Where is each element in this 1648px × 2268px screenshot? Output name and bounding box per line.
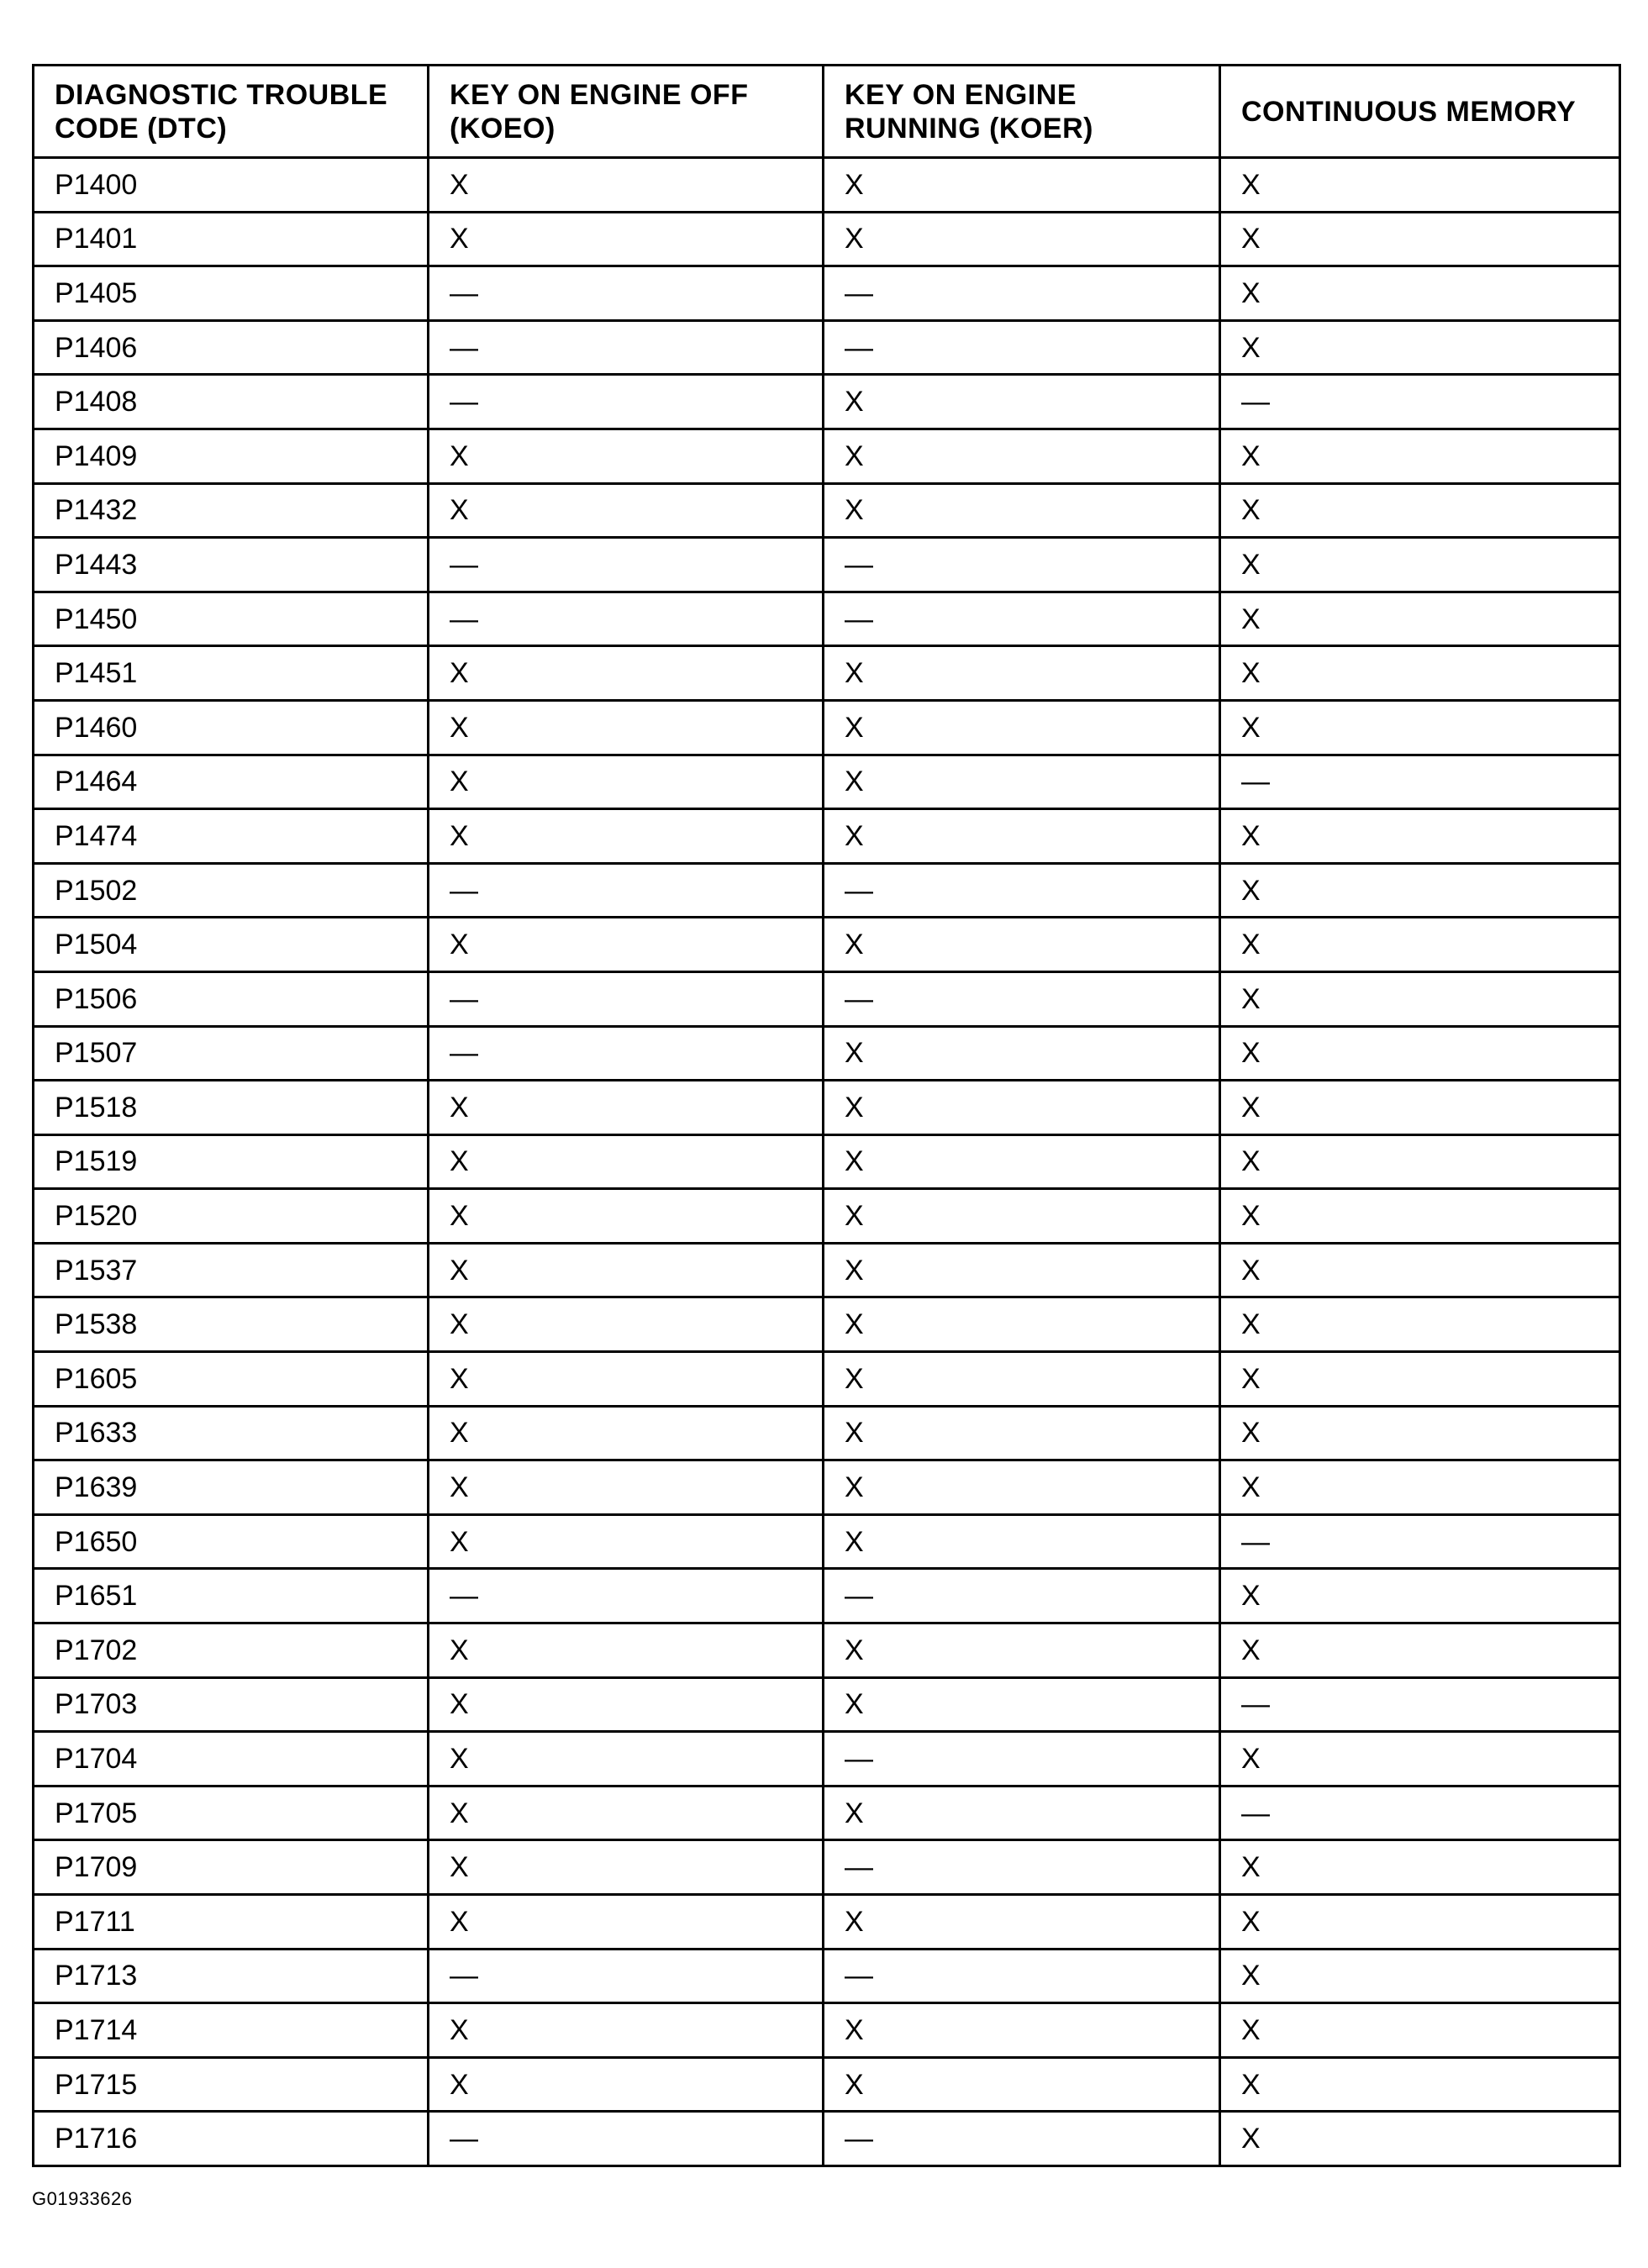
table-row <box>34 1026 1620 1081</box>
cell-continuous-memory: X <box>1220 1895 1620 1950</box>
cell-koer: X <box>824 429 1220 483</box>
cell-dtc-code: P1704 <box>34 1732 429 1787</box>
cell-koeo: X <box>429 1732 824 1787</box>
cell-koeo: X <box>429 483 824 538</box>
table-row <box>34 266 1620 321</box>
table-row <box>34 483 1620 538</box>
cell-koer: X <box>824 158 1220 213</box>
cell-continuous-memory: X <box>1220 971 1620 1026</box>
cell-koer: X <box>824 918 1220 972</box>
cell-koeo: X <box>429 1081 824 1135</box>
table-body <box>34 158 1620 2166</box>
cell-koeo: — <box>429 2112 824 2166</box>
cell-dtc-code: P1709 <box>34 1840 429 1895</box>
cell-continuous-memory: X <box>1220 918 1620 972</box>
cell-koeo: — <box>429 592 824 646</box>
table-header-row <box>34 66 1620 158</box>
cell-dtc-code: P1650 <box>34 1514 429 1569</box>
table-row <box>34 1623 1620 1678</box>
cell-koeo: X <box>429 1243 824 1297</box>
cell-koeo: X <box>429 212 824 266</box>
cell-koeo: X <box>429 755 824 809</box>
cell-dtc-code: P1605 <box>34 1352 429 1407</box>
cell-koer: X <box>824 1460 1220 1515</box>
cell-dtc-code: P1408 <box>34 375 429 429</box>
cell-continuous-memory: X <box>1220 538 1620 592</box>
cell-continuous-memory: X <box>1220 1297 1620 1352</box>
cell-dtc-code: P1502 <box>34 863 429 918</box>
cell-continuous-memory: X <box>1220 429 1620 483</box>
cell-continuous-memory: X <box>1220 2112 1620 2166</box>
cell-dtc-code: P1409 <box>34 429 429 483</box>
cell-koer: X <box>824 809 1220 864</box>
cell-dtc-code: P1716 <box>34 2112 429 2166</box>
cell-dtc-code: P1705 <box>34 1786 429 1840</box>
cell-koeo: — <box>429 266 824 321</box>
table-row <box>34 1786 1620 1840</box>
cell-continuous-memory: X <box>1220 158 1620 213</box>
cell-koeo: X <box>429 429 824 483</box>
cell-dtc-code: P1400 <box>34 158 429 213</box>
table-row <box>34 1840 1620 1895</box>
cell-dtc-code: P1520 <box>34 1189 429 1244</box>
cell-continuous-memory: X <box>1220 809 1620 864</box>
cell-continuous-memory: — <box>1220 1786 1620 1840</box>
header-continuous-memory: CONTINUOUS MEMORY <box>1220 66 1620 158</box>
cell-dtc-code: P1518 <box>34 1081 429 1135</box>
cell-continuous-memory: X <box>1220 1189 1620 1244</box>
cell-koer: — <box>824 863 1220 918</box>
cell-dtc-code: P1633 <box>34 1406 429 1460</box>
cell-koeo: X <box>429 2003 824 2058</box>
cell-koeo: — <box>429 1026 824 1081</box>
table-row <box>34 158 1620 213</box>
cell-koer: — <box>824 592 1220 646</box>
cell-koeo: X <box>429 1460 824 1515</box>
cell-koer: — <box>824 1949 1220 2003</box>
cell-continuous-memory: X <box>1220 1732 1620 1787</box>
cell-koer: X <box>824 1514 1220 1569</box>
cell-koeo: X <box>429 809 824 864</box>
cell-koer: X <box>824 2057 1220 2112</box>
table-row <box>34 700 1620 755</box>
table-row <box>34 1352 1620 1407</box>
cell-continuous-memory: X <box>1220 592 1620 646</box>
cell-continuous-memory: X <box>1220 1134 1620 1189</box>
cell-koer: X <box>824 1189 1220 1244</box>
cell-koer: X <box>824 1406 1220 1460</box>
cell-continuous-memory: X <box>1220 266 1620 321</box>
table-row <box>34 538 1620 592</box>
header-dtc: DIAGNOSTIC TROUBLE CODE (DTC) <box>34 66 429 158</box>
figure-id: G01933626 <box>32 2188 133 2209</box>
table-row <box>34 863 1620 918</box>
cell-continuous-memory: X <box>1220 2057 1620 2112</box>
cell-dtc-code: P1538 <box>34 1297 429 1352</box>
table-row <box>34 809 1620 864</box>
cell-continuous-memory: X <box>1220 1026 1620 1081</box>
header-koer: KEY ON ENGINE RUNNING (KOER) <box>824 66 1220 158</box>
cell-continuous-memory: X <box>1220 700 1620 755</box>
table-row <box>34 1949 1620 2003</box>
header-koeo: KEY ON ENGINE OFF (KOEO) <box>429 66 824 158</box>
cell-koer: — <box>824 1569 1220 1623</box>
cell-dtc-code: P1504 <box>34 918 429 972</box>
cell-dtc-code: P1450 <box>34 592 429 646</box>
cell-koeo: X <box>429 1189 824 1244</box>
table-row <box>34 971 1620 1026</box>
cell-koeo: X <box>429 700 824 755</box>
cell-dtc-code: P1651 <box>34 1569 429 1623</box>
cell-dtc-code: P1506 <box>34 971 429 1026</box>
cell-koeo: — <box>429 1949 824 2003</box>
table-row <box>34 2003 1620 2058</box>
cell-koer: — <box>824 2112 1220 2166</box>
cell-koer: X <box>824 1297 1220 1352</box>
table-row <box>34 1081 1620 1135</box>
table-row <box>34 429 1620 483</box>
cell-koer: — <box>824 1840 1220 1895</box>
cell-continuous-memory: X <box>1220 1569 1620 1623</box>
table-row <box>34 320 1620 375</box>
cell-koeo: X <box>429 1406 824 1460</box>
cell-dtc-code: P1703 <box>34 1677 429 1732</box>
cell-dtc-code: P1460 <box>34 700 429 755</box>
cell-continuous-memory: X <box>1220 1081 1620 1135</box>
cell-koeo: — <box>429 538 824 592</box>
cell-dtc-code: P1713 <box>34 1949 429 2003</box>
cell-koeo: X <box>429 918 824 972</box>
table-row <box>34 1677 1620 1732</box>
cell-continuous-memory: X <box>1220 320 1620 375</box>
cell-koer: X <box>824 1081 1220 1135</box>
cell-koeo: X <box>429 1677 824 1732</box>
cell-koeo: X <box>429 158 824 213</box>
cell-koeo: X <box>429 1840 824 1895</box>
cell-dtc-code: P1451 <box>34 646 429 701</box>
cell-koer: X <box>824 2003 1220 2058</box>
table-row <box>34 918 1620 972</box>
cell-koeo: X <box>429 1514 824 1569</box>
cell-dtc-code: P1474 <box>34 809 429 864</box>
cell-koer: — <box>824 320 1220 375</box>
cell-koeo: X <box>429 1134 824 1189</box>
cell-dtc-code: P1406 <box>34 320 429 375</box>
cell-koeo: X <box>429 1786 824 1840</box>
cell-dtc-code: P1432 <box>34 483 429 538</box>
cell-continuous-memory: X <box>1220 1406 1620 1460</box>
cell-continuous-memory: X <box>1220 2003 1620 2058</box>
cell-dtc-code: P1464 <box>34 755 429 809</box>
table-row <box>34 1460 1620 1515</box>
cell-koer: X <box>824 1895 1220 1950</box>
cell-koer: X <box>824 375 1220 429</box>
table-row <box>34 1514 1620 1569</box>
cell-koeo: — <box>429 863 824 918</box>
cell-koeo: — <box>429 320 824 375</box>
cell-dtc-code: P1714 <box>34 2003 429 2058</box>
cell-continuous-memory: X <box>1220 863 1620 918</box>
cell-dtc-code: P1443 <box>34 538 429 592</box>
cell-dtc-code: P1405 <box>34 266 429 321</box>
cell-continuous-memory: X <box>1220 1840 1620 1895</box>
cell-koer: X <box>824 1623 1220 1678</box>
table-row <box>34 1732 1620 1787</box>
cell-continuous-memory: — <box>1220 1677 1620 1732</box>
cell-koer: X <box>824 1243 1220 1297</box>
cell-koer: X <box>824 1026 1220 1081</box>
cell-koeo: X <box>429 1352 824 1407</box>
table-row <box>34 755 1620 809</box>
cell-koer: — <box>824 538 1220 592</box>
cell-koer: X <box>824 483 1220 538</box>
cell-continuous-memory: X <box>1220 483 1620 538</box>
cell-continuous-memory: X <box>1220 646 1620 701</box>
cell-continuous-memory: X <box>1220 1623 1620 1678</box>
cell-koer: X <box>824 646 1220 701</box>
cell-continuous-memory: X <box>1220 1949 1620 2003</box>
cell-koer: X <box>824 212 1220 266</box>
cell-koer: — <box>824 971 1220 1026</box>
cell-continuous-memory: — <box>1220 1514 1620 1569</box>
cell-koer: X <box>824 1786 1220 1840</box>
cell-koer: X <box>824 700 1220 755</box>
cell-dtc-code: P1715 <box>34 2057 429 2112</box>
cell-continuous-memory: — <box>1220 375 1620 429</box>
cell-koer: — <box>824 1732 1220 1787</box>
cell-dtc-code: P1702 <box>34 1623 429 1678</box>
cell-dtc-code: P1639 <box>34 1460 429 1515</box>
cell-koeo: X <box>429 646 824 701</box>
cell-koeo: X <box>429 1623 824 1678</box>
table-row <box>34 2112 1620 2166</box>
cell-koer: X <box>824 755 1220 809</box>
cell-koer: X <box>824 1134 1220 1189</box>
cell-continuous-memory: X <box>1220 1352 1620 1407</box>
cell-continuous-memory: X <box>1220 1460 1620 1515</box>
dtc-table <box>32 64 1621 2167</box>
table-row <box>34 1134 1620 1189</box>
cell-koeo: — <box>429 375 824 429</box>
table-row <box>34 1243 1620 1297</box>
table-row <box>34 375 1620 429</box>
table-row <box>34 1189 1620 1244</box>
cell-koeo: X <box>429 1297 824 1352</box>
cell-dtc-code: P1537 <box>34 1243 429 1297</box>
cell-koer: — <box>824 266 1220 321</box>
cell-continuous-memory: — <box>1220 755 1620 809</box>
cell-koeo: X <box>429 2057 824 2112</box>
cell-koeo: X <box>429 1895 824 1950</box>
cell-koeo: — <box>429 1569 824 1623</box>
table-row <box>34 1895 1620 1950</box>
table-row <box>34 592 1620 646</box>
cell-dtc-code: P1507 <box>34 1026 429 1081</box>
cell-koeo: — <box>429 971 824 1026</box>
cell-dtc-code: P1519 <box>34 1134 429 1189</box>
table-row <box>34 1297 1620 1352</box>
cell-continuous-memory: X <box>1220 212 1620 266</box>
table-row <box>34 646 1620 701</box>
cell-dtc-code: P1401 <box>34 212 429 266</box>
cell-koer: X <box>824 1677 1220 1732</box>
table-row <box>34 212 1620 266</box>
table-row <box>34 1406 1620 1460</box>
table-row <box>34 1569 1620 1623</box>
table-row <box>34 2057 1620 2112</box>
cell-continuous-memory: X <box>1220 1243 1620 1297</box>
cell-koer: X <box>824 1352 1220 1407</box>
cell-dtc-code: P1711 <box>34 1895 429 1950</box>
